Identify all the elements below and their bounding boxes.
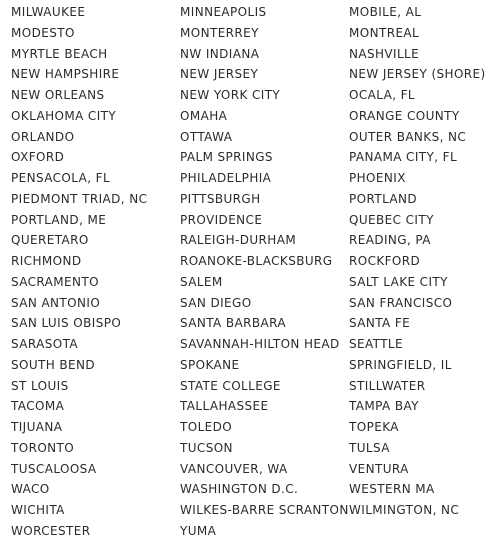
city-link[interactable]: WILMINGTON, NC	[349, 503, 460, 517]
city-link[interactable]: PORTLAND, ME	[11, 212, 107, 227]
city-link[interactable]: PALM SPRINGS	[180, 150, 273, 165]
city-link[interactable]: PROVIDENCE	[180, 212, 263, 227]
city-link[interactable]: SALT LAKE CITY	[349, 274, 448, 289]
city-link[interactable]: TIJUANA	[11, 420, 63, 434]
city-link[interactable]: TUCSON	[180, 440, 233, 455]
city-link[interactable]: MYRTLE BEACH	[11, 46, 108, 61]
city-link[interactable]: WASHINGTON D.C.	[180, 482, 299, 497]
city-link[interactable]: ST LOUIS	[11, 378, 69, 393]
city-link[interactable]: WILKES-BARRE SCRANTON	[180, 503, 349, 517]
city-link[interactable]: PIEDMONT TRIAD, NC	[11, 191, 148, 206]
city-link[interactable]: ORANGE COUNTY	[349, 108, 460, 123]
city-link[interactable]: RICHMOND	[11, 254, 82, 268]
city-link[interactable]: TACOMA	[11, 399, 65, 414]
city-link[interactable]: QUERETARO	[11, 233, 89, 248]
city-link[interactable]: TALLAHASSEE	[180, 399, 269, 414]
city-link[interactable]: SARASOTA	[11, 337, 78, 351]
city-link[interactable]: OCALA, FL	[349, 88, 416, 102]
city-list	[11, 2, 497, 542]
city-link[interactable]: SAN FRANCISCO	[349, 295, 453, 310]
city-link[interactable]: OXFORD	[11, 150, 65, 165]
city-link[interactable]: PITTSBURGH	[180, 191, 261, 206]
city-link[interactable]: RALEIGH-DURHAM	[180, 233, 297, 248]
city-link[interactable]: WICHITA	[11, 503, 65, 517]
city-link[interactable]: WORCESTER	[11, 523, 91, 538]
city-link[interactable]: SAN ANTONIO	[11, 295, 101, 310]
city-link[interactable]: SPOKANE	[180, 357, 240, 372]
city-link[interactable]: TUSCALOOSA	[11, 461, 97, 476]
city-link[interactable]: MONTREAL	[349, 25, 420, 40]
city-link[interactable]: PHOENIX	[349, 171, 406, 185]
city-link[interactable]: TULSA	[349, 440, 390, 455]
city-link[interactable]: ORLANDO	[11, 129, 75, 144]
city-link[interactable]: QUEBEC CITY	[349, 212, 434, 227]
city-link[interactable]: NEW HAMPSHIRE	[11, 67, 120, 82]
city-link[interactable]: MONTERREY	[180, 25, 259, 40]
city-link[interactable]: SANTA FE	[349, 316, 411, 331]
city-link[interactable]: STILLWATER	[349, 378, 426, 393]
city-link[interactable]: VANCOUVER, WA	[180, 461, 288, 476]
city-link[interactable]: MODESTO	[11, 25, 75, 40]
city-link[interactable]: PHILADELPHIA	[180, 171, 272, 185]
city-link[interactable]: WACO	[11, 482, 50, 497]
city-link[interactable]: MILWAUKEE	[11, 5, 86, 19]
city-link[interactable]: OMAHA	[180, 108, 228, 123]
city-link[interactable]: TORONTO	[11, 440, 75, 455]
city-link[interactable]: SAN DIEGO	[180, 295, 252, 310]
city-link[interactable]: VENTURA	[349, 461, 409, 476]
city-link[interactable]: SAVANNAH-HILTON HEAD	[180, 337, 340, 351]
city-link[interactable]: SANTA BARBARA	[180, 316, 286, 331]
city-link[interactable]: SEATTLE	[349, 337, 403, 351]
city-link[interactable]: NEW YORK CITY	[180, 88, 281, 102]
city-link[interactable]: TOPEKA	[349, 420, 399, 434]
city-link[interactable]: NEW JERSEY (SHORE)	[349, 67, 486, 82]
city-link[interactable]: TAMPA BAY	[349, 399, 419, 414]
city-link[interactable]: TOLEDO	[180, 420, 233, 434]
city-link[interactable]: NEW JERSEY	[180, 67, 259, 82]
city-link[interactable]: PENSACOLA, FL	[11, 171, 111, 185]
city-link[interactable]: ROCKFORD	[349, 254, 421, 268]
city-link[interactable]: SACRAMENTO	[11, 274, 99, 289]
city-link[interactable]: OTTAWA	[180, 129, 233, 144]
city-link[interactable]: PORTLAND	[349, 191, 418, 206]
city-link[interactable]: SOUTH BEND	[11, 357, 96, 372]
city-link[interactable]: NW INDIANA	[180, 46, 260, 61]
city-link[interactable]: SPRINGFIELD, IL	[349, 357, 452, 372]
city-link[interactable]: MINNEAPOLIS	[180, 5, 267, 19]
city-link[interactable]: SAN LUIS OBISPO	[11, 316, 122, 331]
city-link[interactable]: NEW ORLEANS	[11, 88, 105, 102]
city-link[interactable]: STATE COLLEGE	[180, 378, 281, 393]
city-link[interactable]: NASHVILLE	[349, 46, 420, 61]
city-link[interactable]: MOBILE, AL	[349, 5, 422, 19]
city-link[interactable]: OKLAHOMA CITY	[11, 108, 117, 123]
city-link[interactable]: SALEM	[180, 274, 223, 289]
city-link[interactable]: PANAMA CITY, FL	[349, 150, 458, 165]
city-link[interactable]: ROANOKE-BLACKSBURG	[180, 254, 333, 268]
city-link[interactable]: OUTER BANKS, NC	[349, 129, 467, 144]
city-link[interactable]: WESTERN MA	[349, 482, 435, 497]
city-link[interactable]: YUMA	[180, 523, 217, 538]
city-link[interactable]: READING, PA	[349, 233, 431, 248]
